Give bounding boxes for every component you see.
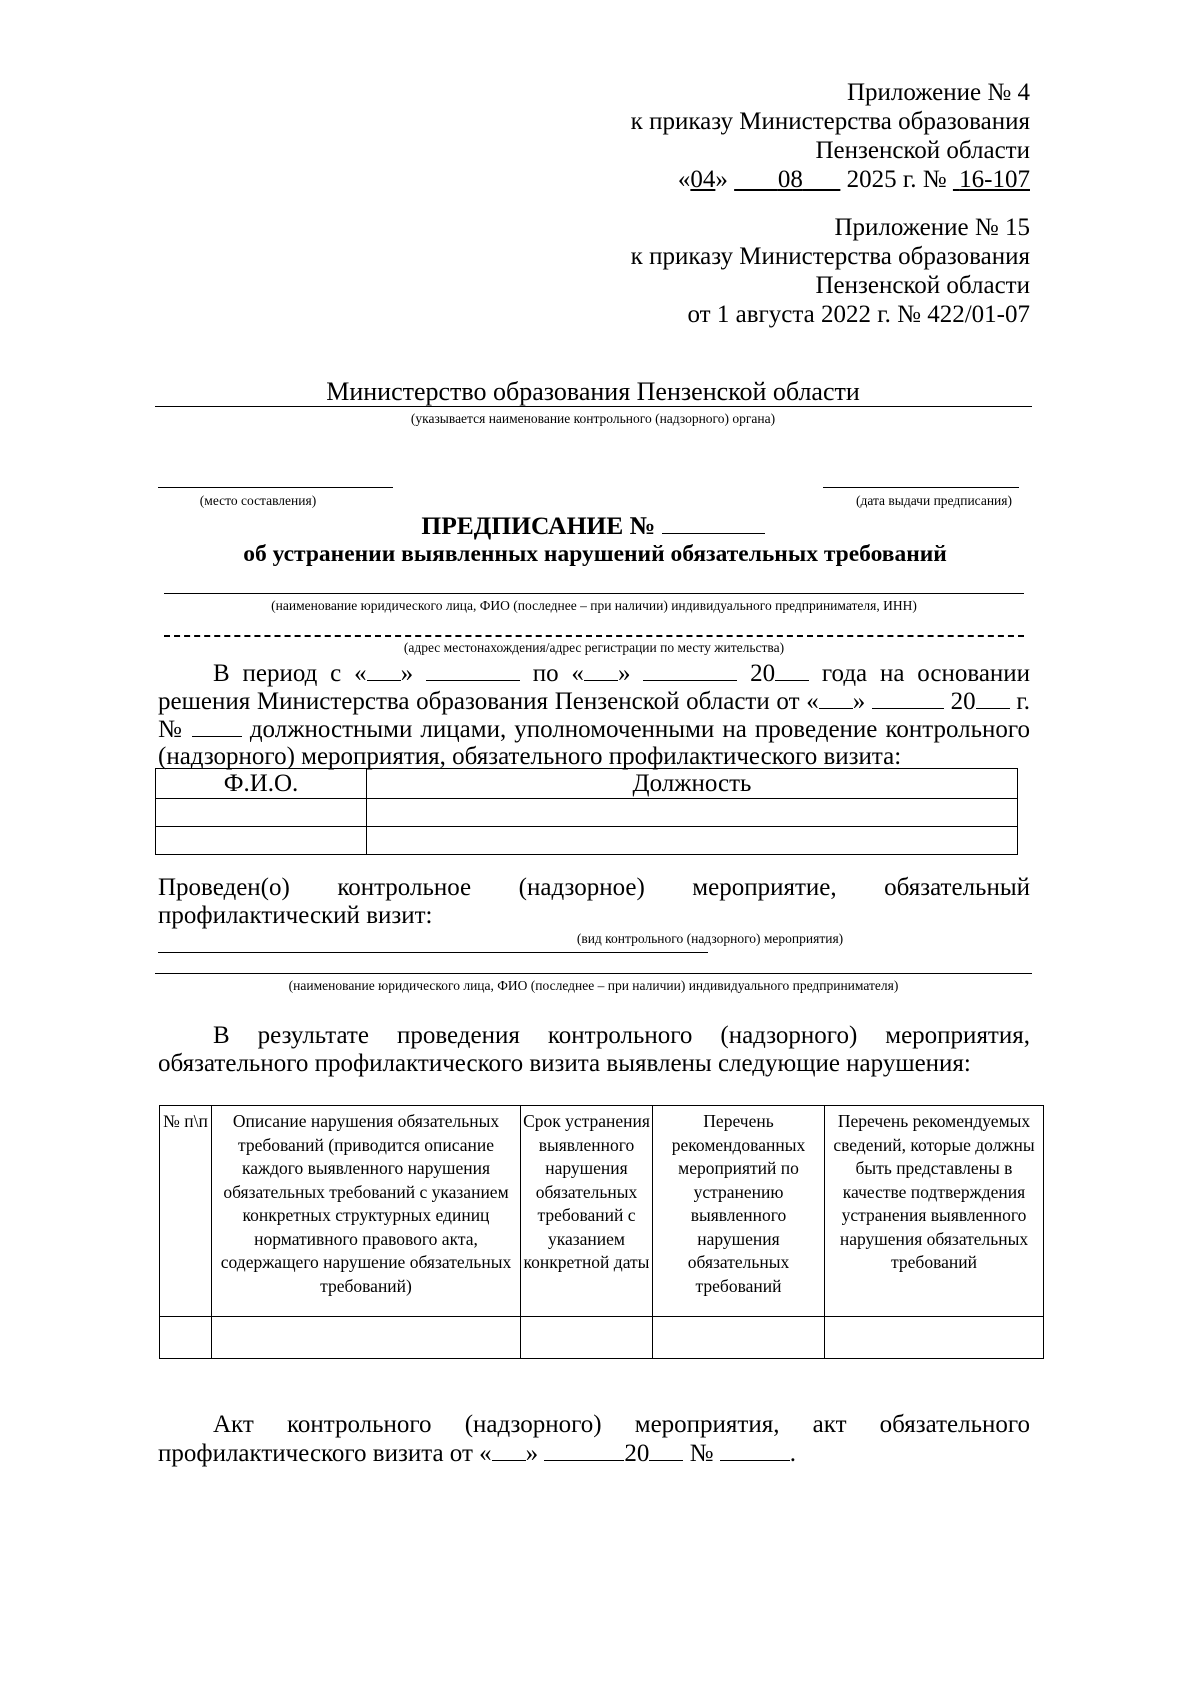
authority-name: Министерство образования Пензенской области <box>326 377 860 406</box>
date-month <box>734 166 840 193</box>
date-close-quote: » <box>715 166 728 193</box>
period-line-2 <box>158 686 1030 716</box>
act-quote-close: » <box>525 1440 539 1467</box>
appendix-4-line3: Пензенской области <box>815 137 1030 164</box>
act-period: . <box>789 1440 797 1467</box>
place-caption: (место составления) <box>199 493 317 508</box>
date-issue-caption: (дата выдачи предписания) <box>855 493 1012 508</box>
period-to-label: по « <box>532 660 584 687</box>
visit-kind-caption: (вид контрольного (надзорного) мероприятия) <box>576 931 844 946</box>
official-position-cell[interactable] <box>367 799 1018 827</box>
results-text: В результате проведения контрольного (надзорного) мероприятия, <box>213 1022 1030 1049</box>
entity-line <box>164 593 1024 594</box>
table-row <box>160 1317 1044 1359</box>
act-text: Акт контрольного (надзорного) мероприятия, акт обязательного <box>213 1411 1030 1438</box>
act-line-2 <box>158 1438 1030 1468</box>
date-open-quote: « <box>677 166 691 193</box>
table-row <box>156 827 1018 855</box>
address-line <box>164 635 1024 637</box>
date-year: 2025 г. № <box>846 166 947 193</box>
header-evidence: Перечень рекомендуемых сведений, которые должны быть представлены в качестве подтверждения устранения выявленного нарушения обязательных требований <box>825 1106 1044 1317</box>
title-text: ПРЕДПИСАНИЕ № <box>421 511 656 540</box>
date-issue-line <box>823 487 1019 488</box>
address-caption: (адрес местонахождения/адрес регистрации по месту жительства) <box>403 640 785 655</box>
decision-year-blank <box>976 686 1010 709</box>
period-from-day-blank <box>367 658 401 681</box>
period-quote-close-2: » <box>617 660 631 687</box>
appendix-15-line4: от 1 августа 2022 г. № 422/01-07 <box>687 301 1030 328</box>
header-fio: Ф.И.О. <box>156 769 367 799</box>
violation-number-cell[interactable] <box>160 1317 212 1359</box>
decision-quote-close: » <box>852 688 866 715</box>
period-line-4: (надзорного) мероприятия, обязательного профилактического визита: <box>158 743 902 770</box>
date-day: 04 <box>690 166 716 193</box>
act-number-blank <box>720 1438 790 1461</box>
decision-text: решения Министерства образования Пензенской области от « <box>158 688 819 715</box>
conducted-entity-line <box>155 973 1032 974</box>
officials-table <box>155 768 1018 855</box>
appendix-15-line3: Пензенской области <box>815 272 1030 299</box>
title-number-blank <box>662 511 765 534</box>
appendix-4-title: Приложение № 4 <box>846 79 1030 106</box>
document-subtitle: об устранении выявленных нарушений обязательных требований <box>243 541 947 567</box>
period-to-day-blank <box>584 658 618 681</box>
header-measures: Перечень рекомендованных мероприятий по устранению выявленного нарушения обязательных требований <box>653 1106 825 1317</box>
date-number <box>953 166 1030 193</box>
decision-number-label: № <box>158 716 184 743</box>
appendix-15-line2: к приказу Министерства образования <box>630 243 1030 270</box>
period-basis-text: года на основании <box>821 660 1031 687</box>
document-title <box>155 511 1031 541</box>
violation-description-cell[interactable] <box>212 1317 521 1359</box>
officials-text: должностными лицами, уполномоченными на проведение контрольного <box>249 716 1031 743</box>
header-deadline: Срок устранения выявленного нарушения обязательных требований с указанием конкретной даты <box>521 1106 653 1317</box>
place-line <box>158 487 393 488</box>
header-description: Описание нарушения обязательных требований (приводится описание каждого выявленного нарушения обязательных требований с указанием конкретных структурных единиц нормативного правового акта, содержащего нарушение обязательных требований) <box>212 1106 521 1317</box>
appendix-4-line2: к приказу Министерства образования <box>630 108 1030 135</box>
authority-underline <box>155 406 1032 407</box>
period-year-blank <box>775 658 809 681</box>
decision-month-blank <box>872 686 944 709</box>
period-from-month-blank <box>426 658 520 681</box>
header-number: № п\п <box>160 1106 212 1317</box>
date-month-value: 08 <box>777 166 803 193</box>
decision-day-blank <box>819 686 853 709</box>
conducted-line-1: Проведен(о) контрольное (надзорное) мероприятие, обязательный <box>158 874 1030 901</box>
act-month-blank <box>544 1438 624 1461</box>
act-line-1 <box>158 1410 1030 1439</box>
violation-evidence-cell[interactable] <box>825 1317 1044 1359</box>
entity-caption: (наименование юридического лица, ФИО (последнее – при наличии) индивидуального предпринимателя, ИНН) <box>271 598 917 613</box>
act-year-blank <box>649 1438 683 1461</box>
conducted-entity-caption: (наименование юридического лица, ФИО (последнее – при наличии) индивидуального предпринимателя) <box>288 978 899 993</box>
act-date-label: профилактического визита от « <box>158 1440 492 1467</box>
results-line-1 <box>158 1021 1030 1050</box>
appendix-4-header <box>600 78 1030 194</box>
violations-table <box>159 1105 1044 1359</box>
period-from-label: В период с « <box>213 660 367 687</box>
decision-number-blank <box>192 714 242 737</box>
period-quote-close-1: » <box>400 660 414 687</box>
period-to-month-blank <box>643 658 737 681</box>
header-position: Должность <box>367 769 1018 799</box>
act-day-blank <box>492 1438 526 1461</box>
act-year-prefix: 20 <box>624 1440 650 1467</box>
appendix-4-date <box>600 165 1030 194</box>
official-fio-cell[interactable] <box>156 827 367 855</box>
appendix-15-header <box>600 213 1030 329</box>
act-number-label: № <box>689 1440 714 1467</box>
violations-table-header <box>160 1106 1044 1317</box>
violation-deadline-cell[interactable] <box>521 1317 653 1359</box>
official-fio-cell[interactable] <box>156 799 367 827</box>
decision-year-suffix: г. <box>1016 688 1031 715</box>
table-row <box>156 799 1018 827</box>
violation-measures-cell[interactable] <box>653 1317 825 1359</box>
results-line-2: обязательного профилактического визита выявлены следующие нарушения: <box>158 1050 971 1077</box>
appendix-15-title: Приложение № 15 <box>834 214 1030 241</box>
officials-table-header <box>156 769 1018 799</box>
conducted-visit-label: профилактический визит: <box>158 902 433 929</box>
authority-caption: (указывается наименование контрольного (надзорного) органа) <box>410 411 776 426</box>
period-line-1 <box>158 658 1030 688</box>
period-line-3 <box>158 714 1030 744</box>
date-number-value: 16-107 <box>959 166 1030 193</box>
decision-year-prefix: 20 <box>950 688 976 715</box>
official-position-cell[interactable] <box>367 827 1018 855</box>
period-year-prefix: 20 <box>750 660 776 687</box>
